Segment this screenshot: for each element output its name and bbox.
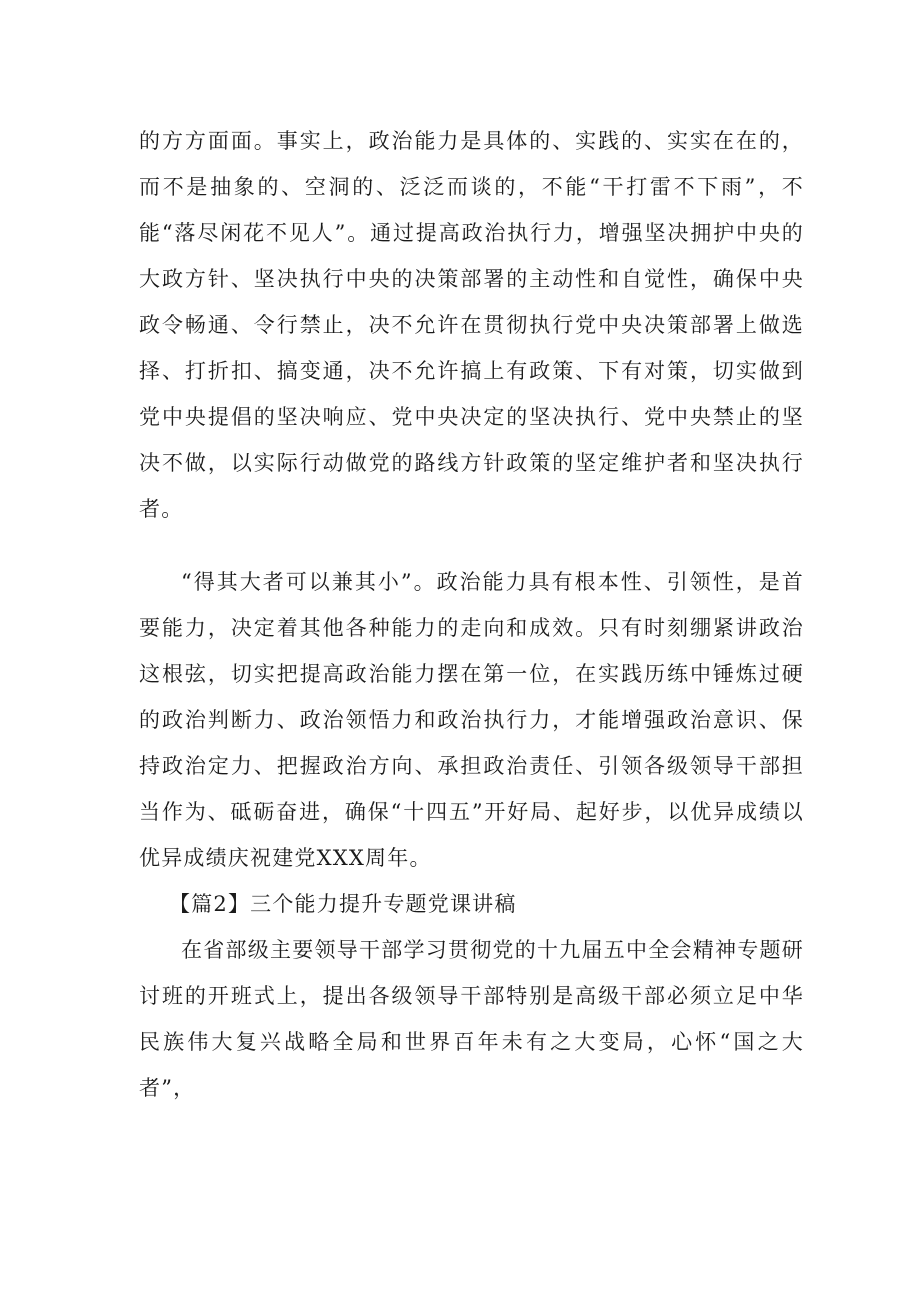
document-body [139, 118, 804, 1111]
paragraph-political-ability: “得其大者可以兼其小”。政治能力具有根本性、引领性，是首要能力，决定着其他各种能力的走向和成效。只有时刻绷紧讲政治这根弦，切实把提高政治能力摆在第一位，在实践历练中锤炼过硬的政治判断力、政治领悟力和政治执行力，才能增强政治意识、保持政治定力、把握政治方向、承担政治责任、引领各级领导干部担当作为、砥砺奋进，确保“十四五”开好局、起好步，以优异成绩以优异成绩庆祝建党XXX周年。 [139, 570, 804, 870]
section-heading: 【篇2】三个能力提升专题党课讲稿 [169, 892, 517, 916]
paragraph-continuation: 的方方面面。事实上，政治能力是具体的、实践的、实实在在的，而不是抽象的、空洞的、泛泛而谈的，不能“干打雷不下雨”，不能“落尽闲花不见人”。通过提高政治执行力，增强坚决拥护中央的大政方针、坚决执行中央的决策部署的主动性和自觉性，确保中央政令畅通、令行禁止，决不允许在贯彻执行党中央决策部署上做选择、打折扣、搞变通，决不允许搞上有政策、下有对策，切实做到党中央提倡的坚决响应、党中央决定的坚决执行、党中央禁止的坚决不做，以实际行动做党的路线方针政策的坚定维护者和坚决执行者。 [139, 129, 804, 521]
paragraph-seminar: 在省部级主要领导干部学习贯彻党的十九届五中全会精神专题研讨班的开班式上，提出各级领导干部特别是高级干部必须立足中华民族伟大复兴战略全局和世界百年未有之大变局，心怀“国之大者”， [139, 938, 804, 1100]
